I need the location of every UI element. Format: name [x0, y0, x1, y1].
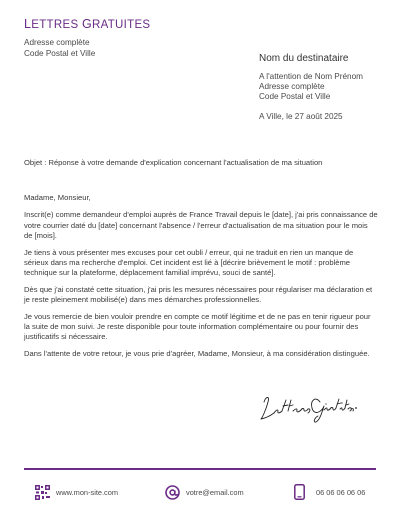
at-sign-icon — [164, 484, 180, 500]
recipient-block — [259, 72, 363, 103]
mobile-phone-icon — [291, 484, 307, 500]
paragraph-4: Je vous remercie de bien vouloir prendre en compte ce motif légitime et de ne pas en tenir rigueur pour la suite de mon suivi. Je reste disponible pour toute information complémentaire ou pour fournir des justificatifs si nécessaire. — [24, 311, 371, 342]
sender-address: Adresse complète — [24, 38, 90, 47]
place-date: A Ville, le 27 août 2025 — [259, 112, 343, 121]
paragraph-3: Dès que j'ai constaté cette situation, j'ai pris les mesures nécessaires pour régulariser ma déclaration et je reste pleinement mobilisé(e) dans mes démarches professionnelles. — [24, 284, 373, 305]
footer-divider — [24, 468, 376, 470]
brand-logo — [24, 17, 150, 31]
footer-email — [164, 484, 244, 500]
website-text[interactable]: www.mon-site.com — [56, 487, 119, 497]
handwritten-signature — [258, 388, 358, 428]
brand-rest-1: ETTRES — [31, 19, 82, 31]
recipient-address: Adresse complète — [259, 82, 325, 92]
greeting: Madame, Monsieur, — [24, 193, 91, 202]
recipient-postal: Code Postal et Ville — [259, 92, 331, 102]
recipient-name: Nom du destinataire — [259, 53, 349, 64]
brand-rest-2: RATUITES — [91, 19, 151, 31]
letter-subject: Objet : Réponse à votre demande d'explication concernant l'actualisation de ma situation — [24, 158, 323, 167]
signature-drawing — [258, 388, 358, 428]
brand-initial-2: G — [81, 17, 92, 31]
recipient-attention: A l'attention de Nom Prénom — [259, 72, 363, 81]
email-text[interactable]: votre@email.com — [186, 487, 244, 497]
phone-text[interactable]: 06 06 06 06 06 — [316, 487, 366, 497]
letter-body — [24, 193, 378, 365]
sender-postal: Code Postal et Ville — [24, 48, 96, 58]
paragraph-5: Dans l'attente de votre retour, je vous prie d'agréer, Madame, Monsieur, à ma considération distinguée. — [24, 348, 370, 358]
paragraph-2: Je tiens à vous présenter mes excuses pour cet oubli / erreur, qui ne traduit en rien un manque de sérieux dans ma recherche d'emploi. Cet incident est lié à [décrire brièvement le motif : problème technique sur la plateforme, déplacement familial imprévu, souci de santé]. — [24, 247, 354, 278]
sender-block — [24, 38, 95, 59]
footer-website — [34, 484, 118, 500]
footer-phone — [291, 484, 365, 500]
qr-code-icon — [34, 484, 50, 500]
brand-initial-1: L — [24, 17, 32, 31]
paragraph-1: Inscrit(e) comme demandeur d'emploi auprès de France Travail depuis le [date], j'ai pris connaissance de votre courrier daté du [date] concernant l'absence / l'erreur d'actualisation de ma situation pour le mois de [mois]. — [24, 210, 378, 241]
